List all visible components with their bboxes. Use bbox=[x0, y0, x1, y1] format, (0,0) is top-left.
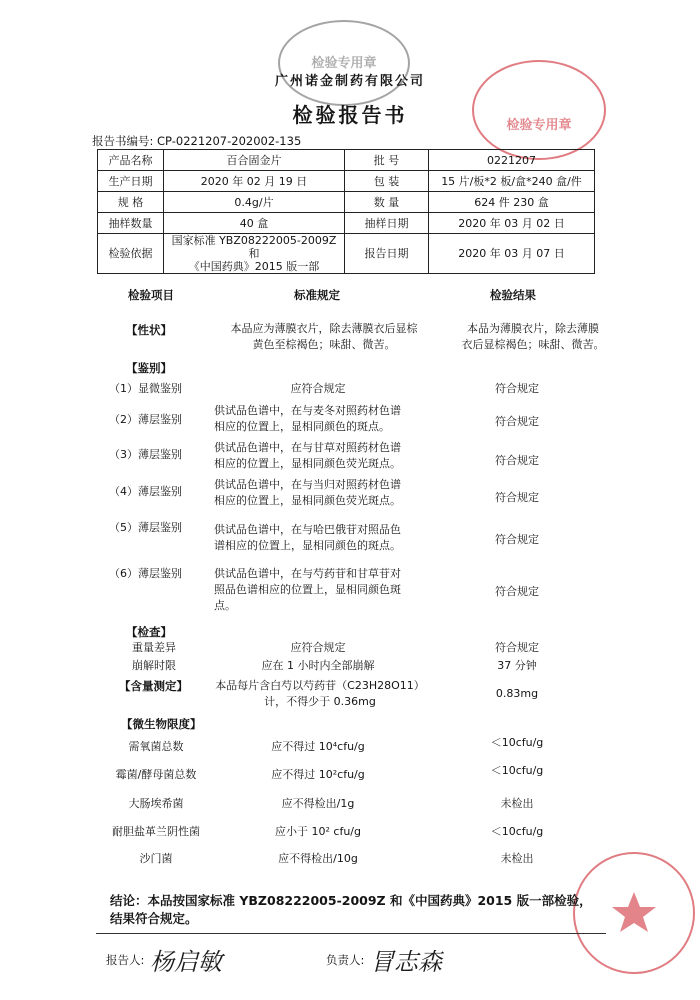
package-value: 15 片/板*2 板/盒*240 盒/件 bbox=[429, 171, 595, 192]
company-name: 广州诺金制药有限公司 bbox=[274, 74, 425, 89]
ident-2-req bbox=[214, 403, 401, 435]
qc-seal-top-right: 检验专用章 bbox=[472, 60, 606, 160]
spec-label: 规 格 bbox=[98, 192, 164, 213]
conclusion bbox=[110, 892, 600, 928]
ident-1-item: （1）显微鉴别 bbox=[109, 382, 182, 395]
weight-variation-req: 应符合规定 bbox=[290, 641, 346, 654]
package-label: 包 装 bbox=[345, 171, 429, 192]
assay-req bbox=[190, 678, 450, 710]
mfg-date-value: 2020 年 02 月 19 日 bbox=[164, 171, 345, 192]
basis-line-1: 国家标准 YBZ08222005-2009Z 和 bbox=[171, 234, 337, 260]
ident-6-req-line-3: 点。 bbox=[214, 599, 236, 612]
micro-5-req: 应不得检出/10g bbox=[278, 852, 358, 865]
divider bbox=[96, 933, 606, 934]
report-title: 检验报告书 bbox=[292, 103, 408, 127]
product-info-table bbox=[97, 149, 595, 274]
sample-date-label: 抽样日期 bbox=[345, 213, 429, 234]
micro-5-result: 未检出 bbox=[500, 852, 534, 865]
ident-6-req-line-1: 供试品色谱中，在与芍药苷和甘草苷对 bbox=[214, 567, 401, 580]
ident-2-req-line-1: 供试品色谱中，在与麦冬对照药材色谱 bbox=[214, 404, 401, 417]
ident-1-req: 应符合规定 bbox=[290, 382, 346, 395]
section-identification: 【鉴别】 bbox=[126, 361, 172, 375]
disintegration-req: 应在 1 小时内全部崩解 bbox=[261, 659, 375, 672]
ident-4-item: （4）薄层鉴别 bbox=[109, 485, 182, 498]
mfg-date-label: 生产日期 bbox=[98, 171, 164, 192]
basis-line-2: 《中国药典》2015 版一部 bbox=[188, 260, 320, 273]
assay-req-line-2: 计，不得少于 0.36mg bbox=[264, 695, 376, 708]
micro-1-req: 应不得过 10⁴cfu/g bbox=[271, 740, 365, 753]
responsible-signature: 冒志森 bbox=[370, 948, 442, 976]
traits-res-line-2: 衣后显棕褐色；味甜、微苦。 bbox=[461, 338, 605, 351]
micro-1-result: ＜10cfu/g bbox=[490, 736, 544, 749]
micro-2-req: 应不得过 10²cfu/g bbox=[271, 768, 365, 781]
ident-3-req-line-2: 相应的位置上，显相同颜色荧光斑点。 bbox=[214, 457, 401, 470]
ident-4-result: 符合规定 bbox=[495, 491, 539, 504]
column-header-item: 检验项目 bbox=[128, 288, 174, 302]
sample-date-value: 2020 年 03 月 02 日 bbox=[429, 213, 595, 234]
basis-value bbox=[164, 234, 345, 274]
report-date-label: 报告日期 bbox=[345, 234, 429, 274]
table-row bbox=[98, 150, 595, 171]
ident-2-item: （2）薄层鉴别 bbox=[109, 413, 182, 426]
ident-5-result: 符合规定 bbox=[495, 533, 539, 546]
traits-req-line-1: 本品应为薄膜衣片，除去薄膜衣后显棕 bbox=[230, 322, 418, 335]
report-number-label: 报告书编号: bbox=[92, 134, 154, 148]
ident-5-req-line-2: 谱相应的位置上，显相同颜色的斑点。 bbox=[214, 539, 401, 552]
disintegration-result: 37 分钟 bbox=[497, 659, 537, 672]
traits-result bbox=[458, 321, 608, 353]
traits-res-line-1: 本品为薄膜衣片，除去薄膜 bbox=[467, 322, 599, 335]
micro-4-item: 耐胆盐革兰阴性菌 bbox=[112, 825, 200, 838]
table-row bbox=[98, 192, 595, 213]
ident-4-req-line-2: 相应的位置上，显相同颜色荧光斑点。 bbox=[214, 494, 401, 507]
ident-3-result: 符合规定 bbox=[495, 454, 539, 467]
ident-6-result: 符合规定 bbox=[495, 585, 539, 598]
ident-6-req bbox=[214, 566, 401, 614]
assay-result: 0.83mg bbox=[495, 687, 539, 700]
micro-2-item: 霉菌/酵母菌总数 bbox=[115, 768, 197, 781]
batch-label: 批 号 bbox=[345, 150, 429, 171]
ident-2-result: 符合规定 bbox=[495, 415, 539, 428]
column-header-result: 检验结果 bbox=[490, 288, 536, 302]
ident-3-item: （3）薄层鉴别 bbox=[109, 448, 182, 461]
reporter-signature: 杨启敏 bbox=[150, 948, 222, 976]
traits-requirement bbox=[188, 321, 460, 353]
micro-3-req: 应不得检出/1g bbox=[281, 797, 355, 810]
spec-value: 0.4g/片 bbox=[164, 192, 345, 213]
micro-4-result: ＜10cfu/g bbox=[490, 825, 544, 838]
micro-3-result: 未检出 bbox=[500, 797, 534, 810]
assay-req-line-1: 本品每片含白芍以芍药苷（C23H28O11） bbox=[215, 679, 425, 692]
report-date-value: 2020 年 03 月 07 日 bbox=[429, 234, 595, 274]
basis-label: 检验依据 bbox=[98, 234, 164, 274]
quantity-label: 数 量 bbox=[345, 192, 429, 213]
report-number-value: CP-0221207-202002-135 bbox=[157, 134, 302, 148]
responsible-label: 负责人: bbox=[326, 953, 365, 967]
ident-2-req-line-2: 相应的位置上，显相同颜色的斑点。 bbox=[214, 420, 390, 433]
weight-variation-result: 符合规定 bbox=[495, 641, 539, 654]
ident-5-req bbox=[214, 522, 401, 554]
product-name-value: 百合固金片 bbox=[164, 150, 345, 171]
sample-qty-value: 40 盒 bbox=[164, 213, 345, 234]
section-traits: 【性状】 bbox=[126, 323, 172, 337]
ident-6-item: （6）薄层鉴别 bbox=[109, 567, 182, 580]
ident-5-req-line-1: 供试品色谱中，在与哈巴俄苷对照品色 bbox=[214, 523, 401, 536]
conclusion-line-2: 结果符合规定。 bbox=[110, 911, 198, 926]
reporter-label: 报告人: bbox=[106, 953, 145, 967]
report-number bbox=[92, 133, 301, 149]
conclusion-line-1: 结论：本品按国家标准 YBZ08222005-2009Z 和《中国药典》2015 版一部检验， bbox=[110, 893, 592, 908]
weight-variation-item: 重量差异 bbox=[132, 641, 176, 654]
table-row bbox=[98, 213, 595, 234]
micro-5-item: 沙门菌 bbox=[139, 852, 173, 865]
micro-3-item: 大肠埃希菌 bbox=[128, 797, 184, 810]
ident-4-req bbox=[214, 477, 401, 509]
ident-3-req-line-1: 供试品色谱中，在与甘草对照药材色谱 bbox=[214, 441, 401, 454]
ident-6-req-line-2: 照品色谱相应的位置上，显相同颜色斑 bbox=[214, 583, 401, 596]
section-inspection: 【检查】 bbox=[126, 625, 172, 639]
micro-4-req: 应小于 10² cfu/g bbox=[275, 825, 361, 838]
column-header-standard: 标准规定 bbox=[294, 288, 340, 302]
traits-req-line-2: 黄色至棕褐色；味甜、微苦。 bbox=[252, 338, 396, 351]
sample-qty-label: 抽样数量 bbox=[98, 213, 164, 234]
ident-3-req bbox=[214, 440, 401, 472]
ident-5-item: （5）薄层鉴别 bbox=[109, 521, 182, 534]
product-name-label: 产品名称 bbox=[98, 150, 164, 171]
micro-2-result: ＜10cfu/g bbox=[490, 764, 544, 777]
disintegration-item: 崩解时限 bbox=[132, 659, 176, 672]
ident-4-req-line-1: 供试品色谱中，在与当归对照药材色谱 bbox=[214, 478, 401, 491]
quantity-value: 624 件 230 盒 bbox=[429, 192, 595, 213]
table-row bbox=[98, 234, 595, 274]
company-seal-top-center: 检验专用章 bbox=[278, 20, 410, 106]
section-assay: 【含量测定】 bbox=[119, 679, 188, 693]
ident-1-result: 符合规定 bbox=[495, 382, 539, 395]
table-row bbox=[98, 171, 595, 192]
batch-value: 0221207 bbox=[429, 150, 595, 171]
micro-1-item: 需氧菌总数 bbox=[128, 740, 184, 753]
section-microbial-limits: 【微生物限度】 bbox=[121, 717, 202, 731]
